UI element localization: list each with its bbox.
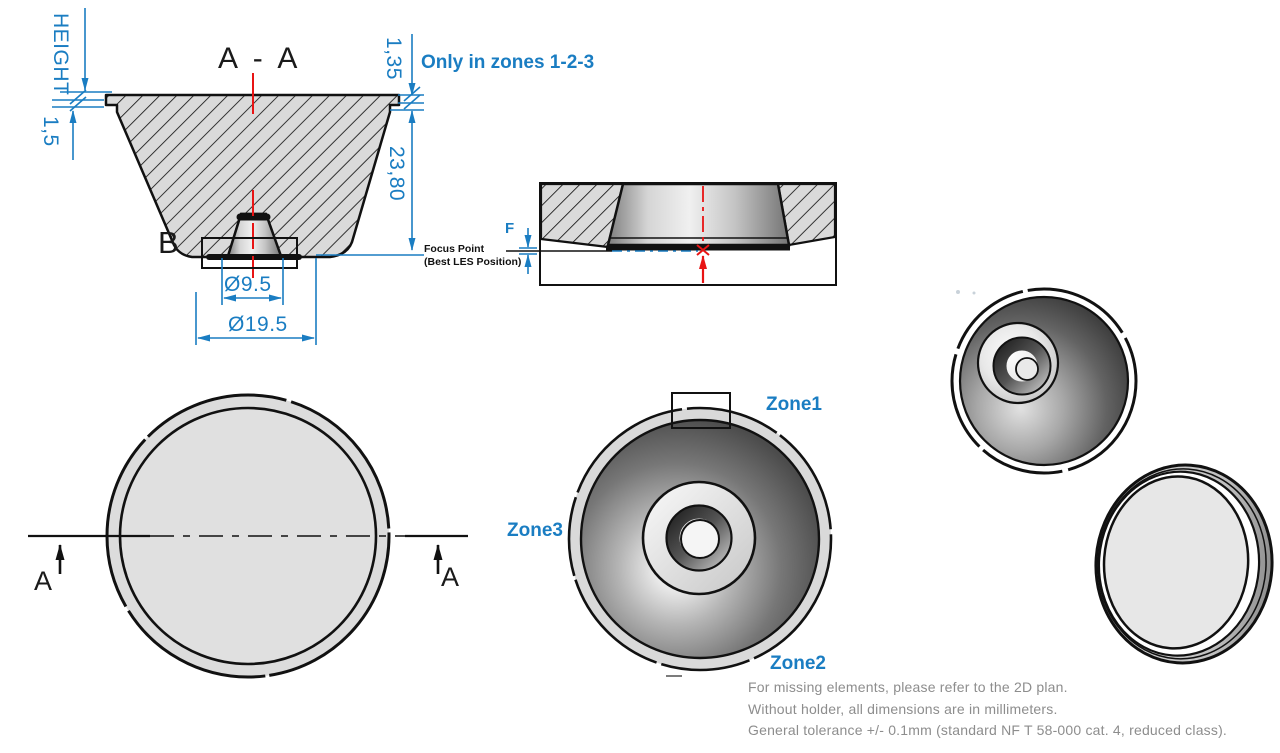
front-view — [569, 393, 831, 676]
note-line-1: For missing elements, please refer to the 2D plan. — [748, 679, 1068, 695]
dim-outer-diameter: Ø19.5 — [228, 313, 288, 336]
front-view-center — [681, 520, 719, 558]
dim-lip-height: 1,35 — [382, 37, 405, 80]
cut-label-right: A — [441, 562, 460, 592]
top-view — [28, 395, 468, 677]
iso-back-cavity-center — [1016, 358, 1038, 380]
only-zones-note: Only in zones 1-2-3 — [421, 52, 595, 73]
focus-point-line2: (Best LES Position) — [424, 255, 522, 268]
note-line-3: General tolerance +/- 0.1mm (standard NF T 58-000 cat. 4, reduced class). — [748, 722, 1228, 738]
section-view-aa — [106, 73, 399, 278]
detail-cone-face — [608, 184, 789, 245]
zone1-label: Zone1 — [766, 394, 822, 415]
detail-view-b — [506, 183, 836, 285]
dim-inner-diameter: Ø9.5 — [224, 273, 272, 296]
focus-point-label — [424, 243, 521, 268]
drawing-notes — [748, 677, 1227, 742]
zone3-label: Zone3 — [507, 520, 563, 541]
iso-view-front — [1089, 459, 1278, 669]
dim-height-label: HEIGHT — [49, 13, 72, 96]
zone2-label: Zone2 — [770, 653, 826, 674]
dim-body-depth: 23,80 — [385, 146, 408, 202]
focus-point-line1: Focus Point — [424, 243, 485, 255]
focus-dim-label: F — [505, 220, 515, 237]
note-line-2: Without holder, all dimensions are in millimeters. — [748, 700, 1058, 717]
iso-view-back — [952, 289, 1136, 473]
section-title: A - A — [218, 42, 302, 75]
detail-b-label: B — [158, 225, 179, 260]
dim-flange-thickness: 1,5 — [39, 116, 62, 147]
cut-label-left: A — [34, 566, 53, 596]
